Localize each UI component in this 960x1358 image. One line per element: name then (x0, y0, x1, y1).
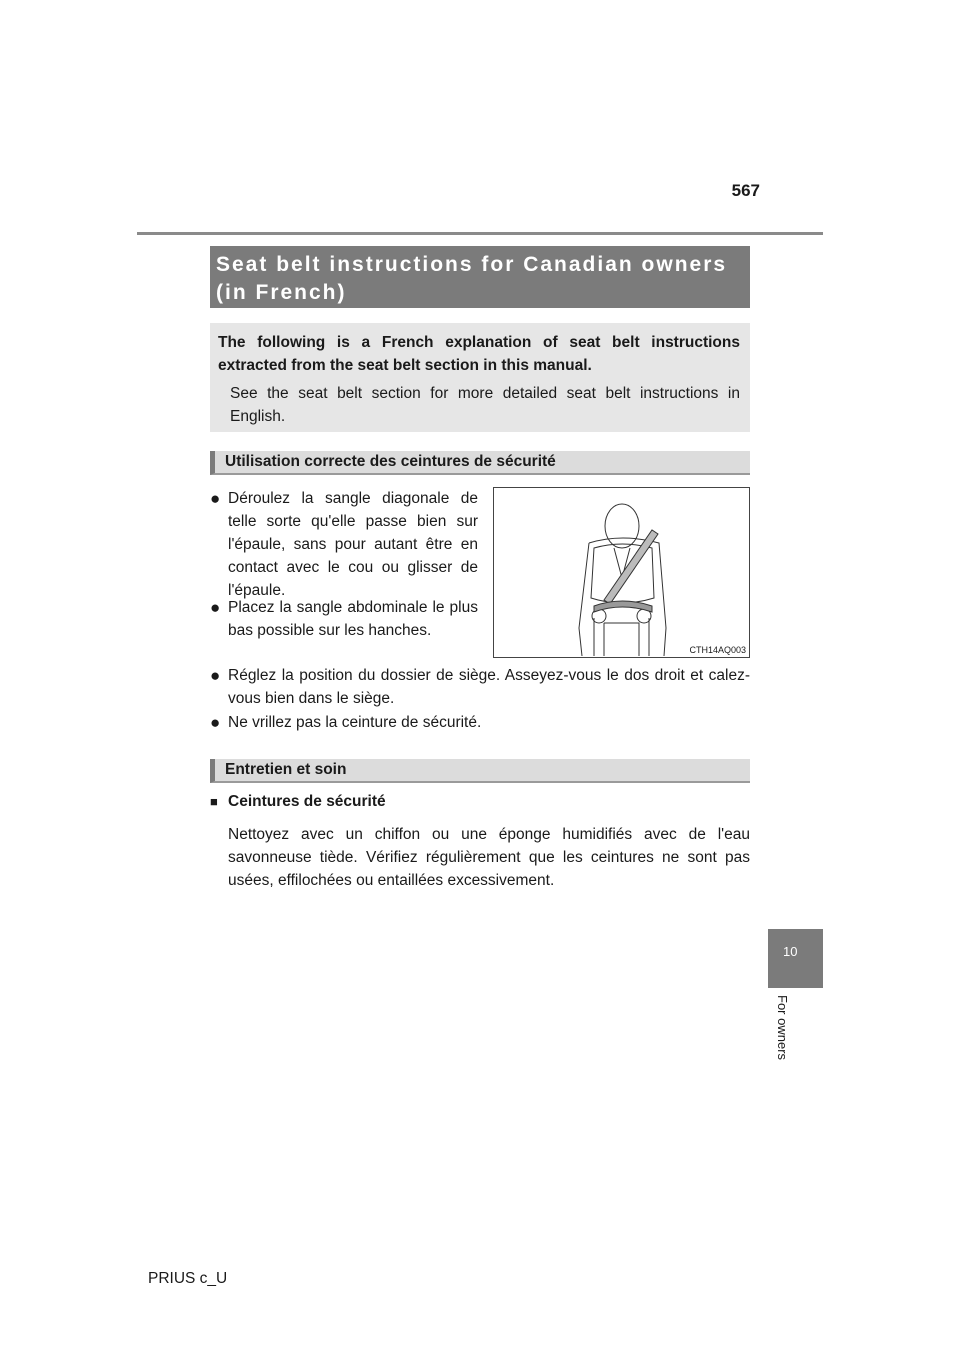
intro-box (210, 323, 750, 432)
bullet-item: ● Placez la sangle abdominale le plus bas possible sur les hanches. (210, 598, 478, 639)
bullet-item: ● Déroulez la sangle diagonale de telle sorte qu'elle passe bien sur l'épaule, sans pour autant être en contact avec le cou ou glisser de l'épaule. (210, 489, 478, 599)
seatbelt-illustration (493, 487, 750, 658)
intro-text: The following is a French explanation of seat belt instructions extracted from the seat belt section in this manual. (218, 334, 740, 374)
subheading: ■ Ceintures de sécurité (210, 790, 750, 813)
chapter-label: For owners (775, 995, 790, 1061)
page-number: 567 (731, 181, 760, 200)
square-bullet-icon: ■ (210, 794, 218, 809)
bullet-icon: ● (210, 598, 221, 617)
bullet-icon: ● (210, 489, 221, 508)
care-text: Nettoyez avec un chiffon ou une éponge humidifiés avec de l'eau savonneuse tiède. Vérifiez régulièrement que les ceintures ne sont pas usées, effilochées ou entaillées excessivement. (228, 826, 750, 889)
image-code: CTH14AQ003 (689, 645, 746, 655)
footer-model: PRIUS c_U (148, 1270, 228, 1287)
page-title: Seat belt instructions for Canadian owners (in French) (210, 246, 750, 308)
section-heading-care: Entretien et soin (210, 759, 750, 783)
bullet-icon: ● (210, 666, 221, 685)
section-heading-usage: Utilisation correcte des ceintures de sécurité (210, 451, 750, 475)
seated-person-illustration (494, 488, 749, 657)
bullet-item: ● Réglez la position du dossier de siège. Asseyez-vous le dos droit et calez-vous bien dans le siège. (210, 666, 750, 707)
bullet-icon: ● (210, 713, 221, 732)
header-rule (137, 232, 823, 235)
chapter-tab[interactable]: 10 (768, 929, 823, 988)
bullet-item: ● Ne vrillez pas la ceinture de sécurité. (210, 713, 482, 732)
intro-note: See the seat belt section for more detailed seat belt instructions in English. (230, 385, 740, 425)
